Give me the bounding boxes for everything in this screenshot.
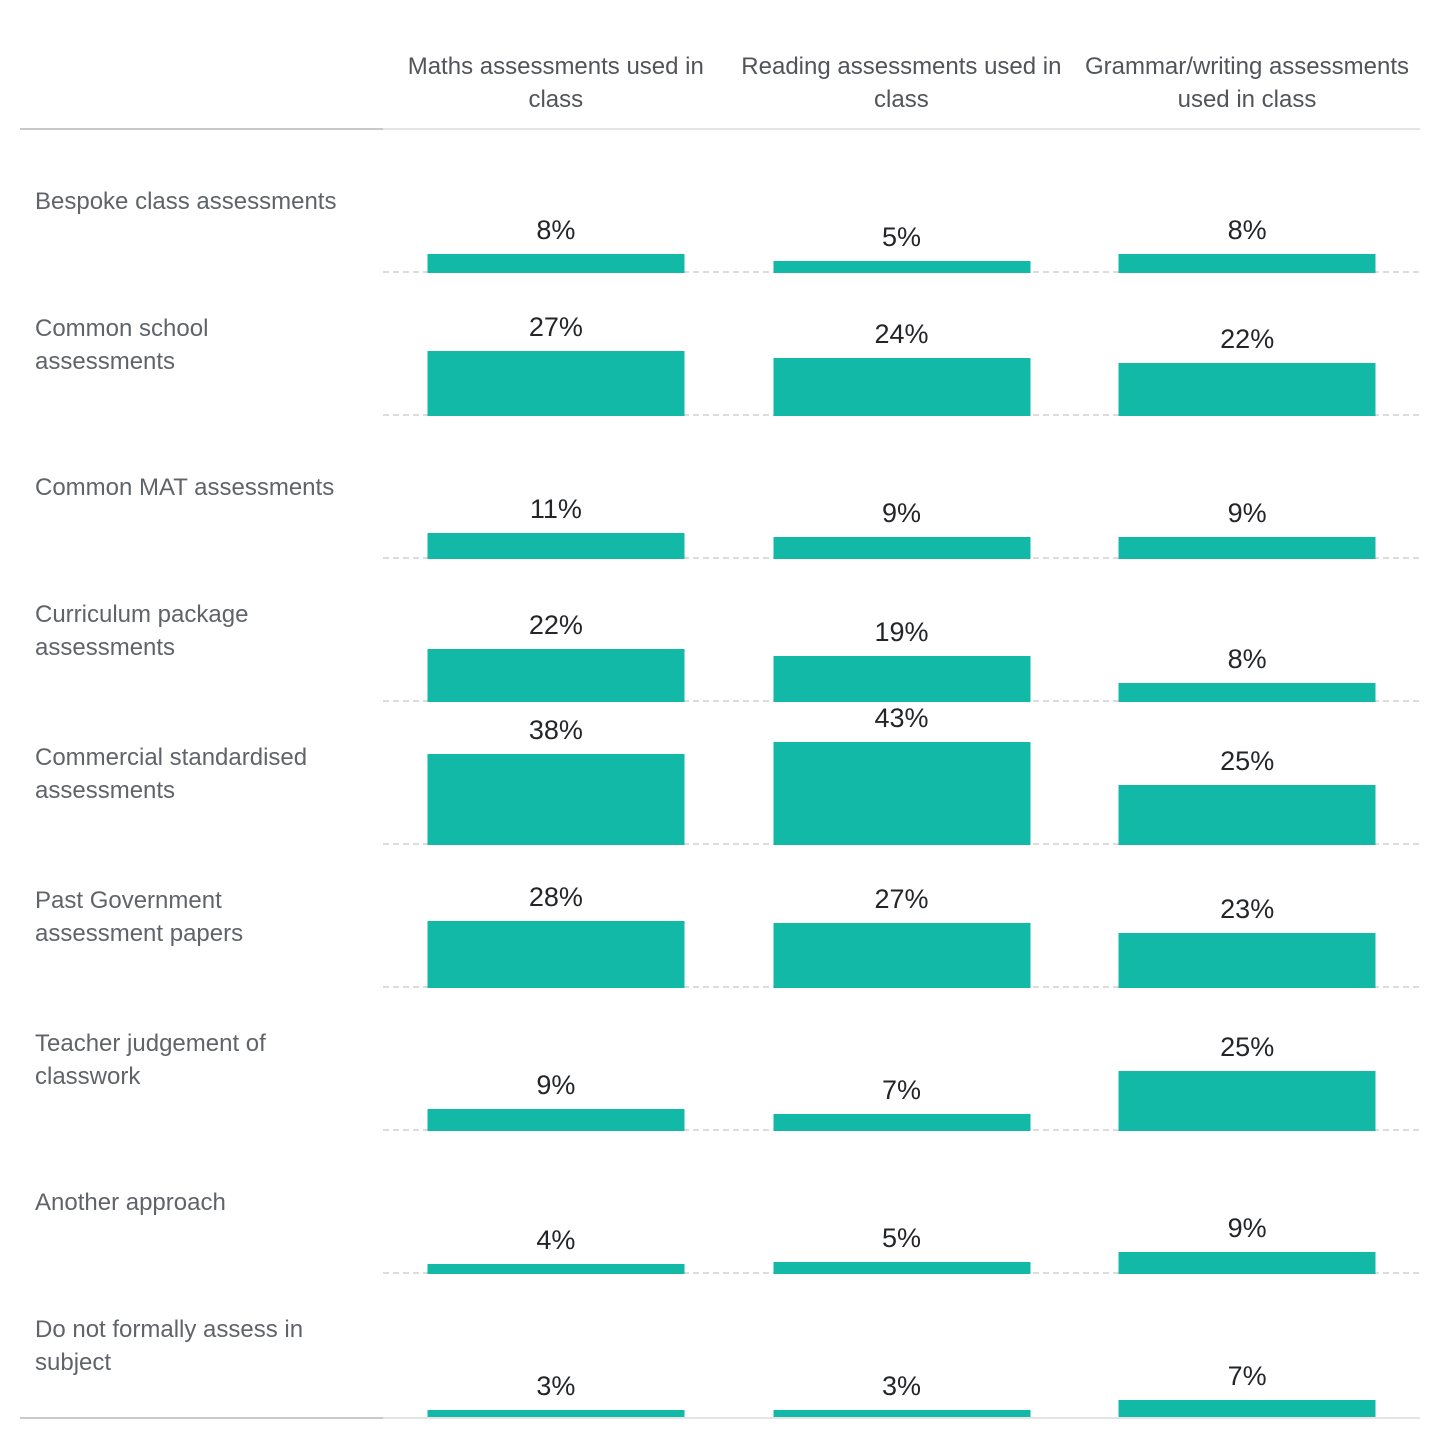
row-label: Common school assessments — [35, 314, 209, 375]
bar-cell — [383, 988, 729, 1131]
bar-cell — [729, 845, 1075, 988]
bar-cell — [383, 1131, 729, 1274]
value-label: 9% — [881, 498, 922, 529]
bar — [773, 656, 1030, 702]
value-label: 8% — [536, 214, 576, 245]
bar-cell — [1074, 1131, 1420, 1274]
bar-cells — [383, 559, 1420, 702]
value-label: 9% — [1227, 498, 1267, 529]
bar — [1119, 1071, 1376, 1131]
row-label: Common MAT assessments — [35, 474, 335, 501]
bar — [427, 351, 684, 416]
column-header-reading: Reading assessments used in class — [741, 53, 1062, 113]
bar — [773, 742, 1030, 845]
bar — [773, 1410, 1030, 1417]
row-plot — [383, 416, 1420, 559]
chart-row — [20, 1131, 1420, 1274]
bar-cell — [383, 702, 729, 845]
value-label: 8% — [1227, 214, 1267, 245]
value-label: 25% — [1220, 746, 1275, 776]
bar — [773, 1262, 1030, 1274]
bar-cell — [1074, 416, 1420, 559]
row-label: Bespoke class assessments — [35, 188, 337, 215]
row-label: Teacher judgement of classwork — [35, 1029, 266, 1090]
value-label: 5% — [881, 222, 922, 252]
bar — [773, 537, 1030, 559]
value-label: 43% — [874, 702, 929, 733]
bar-cell — [383, 1274, 729, 1417]
row-plot — [383, 702, 1420, 845]
bar-cell — [1074, 130, 1420, 273]
bar-cell — [1074, 845, 1420, 988]
bar — [427, 1109, 684, 1131]
bar — [773, 923, 1030, 988]
bottom-rule — [20, 1417, 1420, 1419]
value-label: 3% — [536, 1370, 576, 1401]
bar-cell — [383, 559, 729, 702]
bar-cell — [729, 702, 1075, 845]
bar-cell — [1074, 1274, 1420, 1417]
chart-row — [20, 273, 1420, 416]
bar-cell — [729, 988, 1075, 1131]
bar — [1119, 1252, 1376, 1274]
bar — [1119, 1400, 1376, 1417]
chart-row — [20, 1274, 1420, 1417]
bar — [1119, 254, 1376, 273]
column-header-maths: Maths assessments used in class — [407, 53, 704, 113]
assessment-usage-chart — [20, 0, 1420, 1419]
row-plot — [383, 845, 1420, 988]
bar — [773, 261, 1030, 273]
row-plot — [383, 273, 1420, 416]
bar-cell — [729, 273, 1075, 416]
chart-row — [20, 702, 1420, 845]
chart-row — [20, 416, 1420, 559]
row-label: Another approach — [35, 1189, 226, 1216]
bottom-rule-right-segment — [383, 1417, 1420, 1419]
bar-cells — [383, 702, 1420, 845]
row-label: Do not formally assess in subject — [35, 1315, 304, 1376]
row-plot — [383, 130, 1420, 273]
bar-cells — [383, 988, 1420, 1131]
value-label: 7% — [881, 1075, 922, 1106]
bar — [773, 1114, 1030, 1131]
value-label: 9% — [1227, 1213, 1267, 1244]
column-headers — [20, 0, 1420, 128]
bar-cell — [1074, 559, 1420, 702]
row-plot — [383, 988, 1420, 1131]
bar-cell — [729, 1131, 1075, 1274]
bar-cell — [383, 416, 729, 559]
bar — [427, 533, 684, 559]
bar-cell — [729, 1274, 1075, 1417]
value-label: 7% — [1227, 1361, 1267, 1392]
bar-cells — [383, 1274, 1420, 1417]
bar-cell — [383, 845, 729, 988]
bar-cell — [1074, 988, 1420, 1131]
value-label: 38% — [528, 714, 583, 745]
bar — [1119, 363, 1376, 416]
chart-row — [20, 988, 1420, 1131]
bar-cells — [383, 845, 1420, 988]
chart-row — [20, 845, 1420, 988]
value-label: 28% — [528, 881, 583, 912]
bar — [773, 358, 1030, 416]
value-label: 24% — [874, 319, 929, 350]
bar — [1119, 933, 1376, 988]
bar-cell — [729, 559, 1075, 702]
bar-cells — [383, 130, 1420, 273]
value-label: 4% — [536, 1225, 576, 1256]
bar — [427, 254, 684, 273]
bar-cell — [1074, 702, 1420, 845]
row-plot — [383, 1274, 1420, 1417]
bar — [1119, 537, 1376, 559]
row-label: Curriculum package assessments — [35, 600, 249, 661]
chart-row — [20, 559, 1420, 702]
bar-cell — [729, 416, 1075, 559]
row-label: Commercial standardised assessments — [35, 743, 308, 804]
value-label: 11% — [529, 493, 582, 524]
bar — [427, 1264, 684, 1274]
bar — [427, 754, 684, 845]
value-label: 23% — [1220, 893, 1275, 924]
bar-cell — [383, 273, 729, 416]
value-label: 27% — [528, 312, 583, 343]
value-label: 27% — [874, 884, 929, 915]
column-header-grammar-writing: Grammar/writing assessments used in class — [1084, 53, 1410, 113]
chart-rows — [20, 130, 1420, 1417]
value-label: 9% — [536, 1070, 576, 1101]
bar — [427, 649, 684, 702]
bar-cells — [383, 416, 1420, 559]
value-label: 19% — [874, 617, 929, 648]
value-label: 5% — [881, 1223, 922, 1253]
bar-cells — [383, 273, 1420, 416]
row-label: Past Government assessment papers — [35, 886, 244, 947]
bar — [1119, 785, 1376, 845]
bar-cell — [383, 130, 729, 273]
bar-cell — [729, 130, 1075, 273]
value-label: 22% — [1220, 324, 1275, 355]
bottom-rule-left-segment — [20, 1417, 383, 1419]
row-plot — [383, 559, 1420, 702]
bar — [427, 921, 684, 988]
value-label: 3% — [881, 1370, 922, 1401]
bar — [1119, 683, 1376, 702]
bar-cells — [383, 1131, 1420, 1274]
bar-cell — [1074, 273, 1420, 416]
chart-row — [20, 130, 1420, 273]
value-label: 22% — [528, 610, 583, 641]
row-plot — [383, 1131, 1420, 1274]
value-label: 25% — [1220, 1032, 1275, 1062]
value-label: 8% — [1227, 643, 1267, 674]
bar — [427, 1410, 684, 1417]
